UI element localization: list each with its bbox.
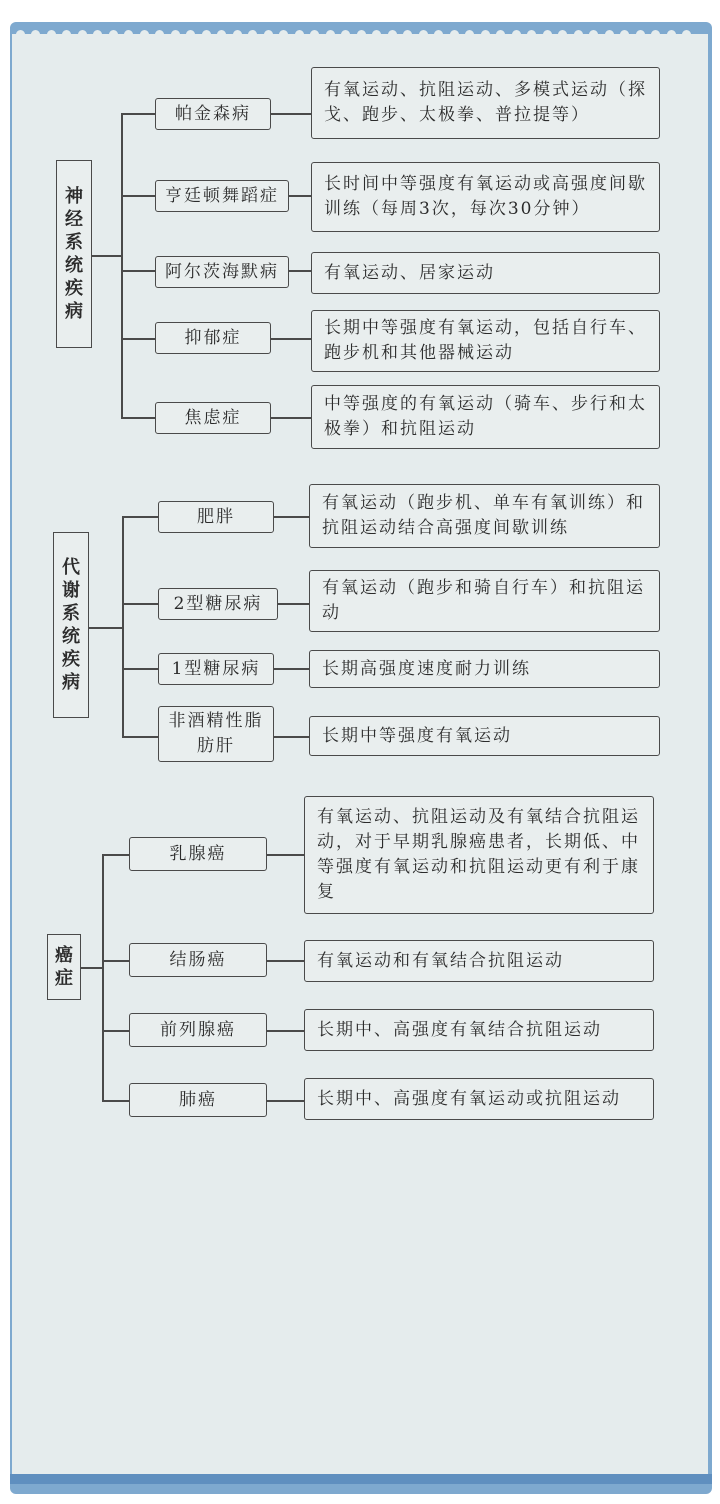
disease-box-parkinsons: 帕金森病 [155,98,271,130]
connector-line [122,603,158,605]
connector-line [274,668,309,670]
connector-line [102,854,104,1101]
connector-line [122,516,124,737]
treatment-box-prostate-cancer: 长期中、高强度有氧结合抗阻运动 [304,1009,654,1051]
disease-box-obesity: 肥胖 [158,501,274,533]
connector-line [271,417,311,419]
disease-box-type1-diabetes: 1型糖尿病 [158,653,274,685]
connector-line [289,270,311,272]
connector-line [267,854,304,856]
disease-box-type2-diabetes: 2型糖尿病 [158,588,278,620]
treatment-box-parkinsons: 有氧运动、抗阻运动、多模式运动（探戈、跑步、太极拳、普拉提等） [311,67,660,139]
connector-line [122,668,158,670]
disease-box-lung-cancer: 肺癌 [129,1083,267,1117]
treatment-box-depression: 长期中等强度有氧运动，包括自行车、跑步机和其他器械运动 [311,310,660,372]
connector-line [121,113,123,418]
connector-line [121,270,155,272]
connector-line [89,627,123,629]
connector-line [102,854,129,856]
connector-line [122,516,158,518]
category-cancer: 癌症 [47,934,81,1000]
category-nervous-system: 神经系统疾病 [56,160,92,348]
connector-line [278,603,309,605]
connector-line [267,1030,304,1032]
disease-box-prostate-cancer: 前列腺癌 [129,1013,267,1047]
connector-line [267,1100,304,1102]
treatment-box-breast-cancer: 有氧运动、抗阻运动及有氧结合抗阻运动，对于早期乳腺癌患者，长期低、中等强度有氧运动和抗阻运动更有利于康复 [304,796,654,914]
disease-box-nafld: 非酒精性脂肪肝 [158,706,274,762]
disease-box-breast-cancer: 乳腺癌 [129,837,267,871]
connector-line [289,195,311,197]
treatment-box-type2-diabetes: 有氧运动（跑步和骑自行车）和抗阻运动 [309,570,660,632]
treatment-box-colon-cancer: 有氧运动和有氧结合抗阻运动 [304,940,654,982]
treatment-box-anxiety: 中等强度的有氧运动（骑车、步行和太极拳）和抗阻运动 [311,385,660,449]
connector-line [121,195,155,197]
disease-box-depression: 抑郁症 [155,322,271,354]
connector-line [92,255,122,257]
connector-line [121,417,155,419]
disease-box-anxiety: 焦虑症 [155,402,271,434]
connector-line [81,967,103,969]
connector-line [267,960,304,962]
treatment-box-type1-diabetes: 长期高强度速度耐力训练 [309,650,660,688]
treatment-box-alzheimers: 有氧运动、居家运动 [311,252,660,294]
connector-line [274,516,309,518]
treatment-box-obesity: 有氧运动（跑步机、单车有氧训练）和抗阻运动结合高强度间歇训练 [309,484,660,548]
connector-line [122,736,158,738]
connector-line [102,1100,129,1102]
connector-line [271,338,311,340]
connector-line [102,960,129,962]
connector-line [274,736,309,738]
connector-line [121,338,155,340]
treatment-box-lung-cancer: 长期中、高强度有氧运动或抗阻运动 [304,1078,654,1120]
disease-box-alzheimers: 阿尔茨海默病 [155,256,289,288]
connector-line [102,1030,129,1032]
category-metabolic-system: 代谢系统疾病 [53,532,89,718]
treatment-box-nafld: 长期中等强度有氧运动 [309,716,660,756]
disease-box-huntingtons: 亨廷顿舞蹈症 [155,180,289,212]
treatment-box-huntingtons: 长时间中等强度有氧运动或高强度间歇训练（每周3次，每次30分钟） [311,162,660,232]
connector-line [271,113,311,115]
connector-line [121,113,155,115]
disease-box-colon-cancer: 结肠癌 [129,943,267,977]
